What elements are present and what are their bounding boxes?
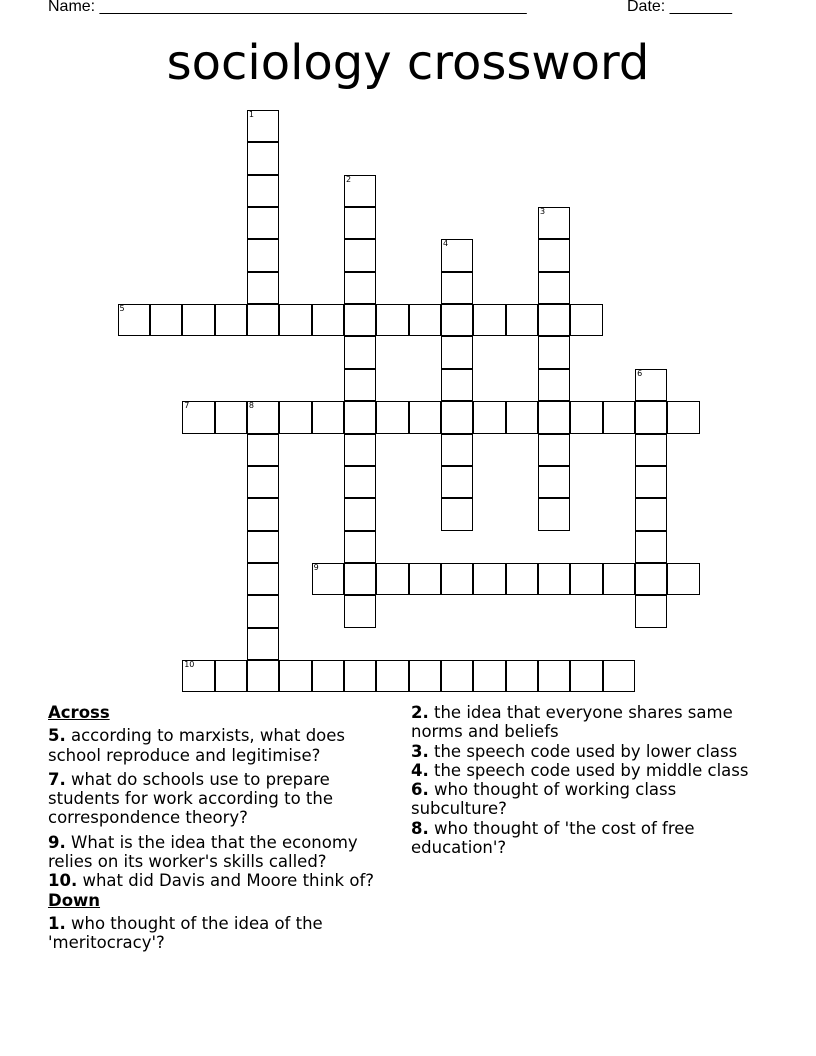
grid-cell[interactable] xyxy=(376,304,408,336)
clue-number: 9. xyxy=(48,832,66,852)
grid-cell[interactable] xyxy=(538,466,570,498)
clue-down-3 xyxy=(411,742,756,761)
grid-cell[interactable] xyxy=(538,336,570,368)
grid-cell[interactable] xyxy=(215,401,247,433)
grid-cell[interactable] xyxy=(344,207,376,239)
grid-cell[interactable] xyxy=(635,369,667,401)
clue-number: 7. xyxy=(48,769,66,789)
grid-cell[interactable] xyxy=(570,660,602,692)
grid-cell[interactable] xyxy=(538,498,570,530)
grid-cell[interactable] xyxy=(279,304,311,336)
clue-across-5 xyxy=(48,726,403,765)
clue-text: what do schools use to prepare students for work according to the correspondence theory? xyxy=(48,769,333,828)
grid-cell[interactable] xyxy=(506,304,538,336)
grid-cell[interactable] xyxy=(441,660,473,692)
grid-cell[interactable] xyxy=(376,401,408,433)
grid-cell[interactable] xyxy=(247,401,279,433)
grid-cell[interactable] xyxy=(635,434,667,466)
grid-cell[interactable] xyxy=(441,401,473,433)
grid-cell[interactable] xyxy=(441,369,473,401)
grid-cell[interactable] xyxy=(570,304,602,336)
cell-number: 2 xyxy=(345,174,352,184)
grid-cell[interactable] xyxy=(635,531,667,563)
clue-number: 10. xyxy=(48,871,78,891)
grid-cell[interactable] xyxy=(247,595,279,627)
grid-cell[interactable] xyxy=(215,304,247,336)
grid-cell[interactable] xyxy=(247,563,279,595)
grid-cell[interactable] xyxy=(409,304,441,336)
across-heading: Across xyxy=(48,703,110,722)
clue-text: the idea that everyone shares same norms and beliefs xyxy=(411,703,733,742)
cell-number: 8 xyxy=(248,401,254,411)
grid-cell[interactable] xyxy=(344,272,376,304)
grid-cell[interactable] xyxy=(312,563,344,595)
grid-cell[interactable] xyxy=(409,401,441,433)
cell-number: 3 xyxy=(540,207,546,217)
grid-cell[interactable] xyxy=(247,434,279,466)
cell-number: 9 xyxy=(313,562,319,572)
grid-cell[interactable] xyxy=(247,498,279,530)
grid-cell[interactable] xyxy=(441,434,473,466)
grid-cell[interactable] xyxy=(312,304,344,336)
clue-down-4 xyxy=(411,761,756,780)
name-field[interactable]: Name: ________________________________________________ xyxy=(48,0,527,15)
clue-text: who thought of the idea of the 'meritocracy'? xyxy=(48,913,323,953)
grid-cell[interactable] xyxy=(603,660,635,692)
grid-cell[interactable] xyxy=(441,563,473,595)
grid-cell[interactable] xyxy=(409,660,441,692)
grid-cell[interactable] xyxy=(247,531,279,563)
grid-cell[interactable] xyxy=(279,660,311,692)
cell-number: 1 xyxy=(248,110,254,119)
grid-cell[interactable] xyxy=(570,401,602,433)
clue-text: What is the idea that the economy relies on its worker's skills called? xyxy=(48,832,358,872)
grid-cell[interactable] xyxy=(441,272,473,304)
grid-cell[interactable] xyxy=(538,563,570,595)
grid-cell[interactable] xyxy=(635,401,667,433)
grid-cell[interactable] xyxy=(473,563,505,595)
grid-cell[interactable] xyxy=(376,563,408,595)
clues-left-column xyxy=(48,703,403,958)
grid-cell[interactable] xyxy=(247,304,279,336)
grid-cell[interactable] xyxy=(344,466,376,498)
cell-number: 4 xyxy=(443,239,449,249)
clue-down-6 xyxy=(411,780,756,819)
grid-cell[interactable] xyxy=(279,401,311,433)
clue-down-1 xyxy=(48,914,403,953)
grid-cell[interactable] xyxy=(182,401,214,433)
grid-cell[interactable] xyxy=(603,563,635,595)
grid-cell[interactable] xyxy=(344,336,376,368)
grid-cell[interactable] xyxy=(376,660,408,692)
grid-cell[interactable] xyxy=(667,563,699,595)
grid-cell[interactable] xyxy=(344,498,376,530)
grid-cell[interactable] xyxy=(635,498,667,530)
grid-cell[interactable] xyxy=(506,563,538,595)
grid-cell[interactable] xyxy=(635,466,667,498)
grid-cell[interactable] xyxy=(538,272,570,304)
clue-number: 5. xyxy=(48,726,66,746)
clue-number: 6. xyxy=(411,780,429,800)
cell-number: 5 xyxy=(119,304,125,314)
grid-cell[interactable] xyxy=(247,660,279,692)
cell-number: 6 xyxy=(637,368,643,378)
grid-cell[interactable] xyxy=(635,595,667,627)
grid-cell[interactable] xyxy=(344,369,376,401)
grid-cell[interactable] xyxy=(182,660,214,692)
grid-cell[interactable] xyxy=(409,563,441,595)
grid-cell[interactable] xyxy=(344,563,376,595)
grid-cell[interactable] xyxy=(344,660,376,692)
grid-cell[interactable] xyxy=(247,142,279,174)
grid-cell[interactable] xyxy=(344,175,376,207)
grid-cell[interactable] xyxy=(344,434,376,466)
grid-cell[interactable] xyxy=(473,304,505,336)
clue-text: what did Davis and Moore think of? xyxy=(82,871,375,891)
grid-cell[interactable] xyxy=(441,239,473,271)
grid-cell[interactable] xyxy=(538,239,570,271)
grid-cell[interactable] xyxy=(247,628,279,660)
grid-cell[interactable] xyxy=(441,336,473,368)
grid-cell[interactable] xyxy=(506,660,538,692)
clue-number: 2. xyxy=(411,703,429,722)
clue-down-8 xyxy=(411,819,756,858)
grid-cell[interactable] xyxy=(538,304,570,336)
page-title: sociology crossword xyxy=(166,35,650,91)
grid-cell[interactable] xyxy=(150,304,182,336)
grid-cell[interactable] xyxy=(247,466,279,498)
grid-cell[interactable] xyxy=(118,304,150,336)
grid-cell[interactable] xyxy=(538,434,570,466)
grid-cell[interactable] xyxy=(603,401,635,433)
grid-cell[interactable] xyxy=(344,595,376,627)
grid-cell[interactable] xyxy=(312,401,344,433)
clue-text: who thought of working class subculture? xyxy=(411,780,677,819)
clue-across-7 xyxy=(48,770,403,828)
grid-cell[interactable] xyxy=(247,110,279,142)
clue-across-9 xyxy=(48,833,403,872)
grid-cell[interactable] xyxy=(312,660,344,692)
grid-cell[interactable] xyxy=(344,239,376,271)
grid-cell[interactable] xyxy=(473,401,505,433)
cell-number: 7 xyxy=(184,401,190,411)
grid-cell[interactable] xyxy=(441,304,473,336)
grid-cell[interactable] xyxy=(635,563,667,595)
grid-cell[interactable] xyxy=(247,239,279,271)
clues-right-column xyxy=(411,703,756,857)
clue-text: according to marxists, what does school reproduce and legitimise? xyxy=(48,726,346,765)
grid-cell[interactable] xyxy=(344,401,376,433)
date-field[interactable]: Date: _______ xyxy=(627,0,732,15)
grid-cell[interactable] xyxy=(247,207,279,239)
clue-text: the speech code used by lower class xyxy=(434,741,738,761)
grid-cell[interactable] xyxy=(344,531,376,563)
down-heading: Down xyxy=(48,890,101,910)
clue-number: 1. xyxy=(48,913,66,933)
grid-cell[interactable] xyxy=(182,304,214,336)
grid-cell[interactable] xyxy=(506,401,538,433)
clue-number: 4. xyxy=(411,760,429,780)
clue-number: 3. xyxy=(411,741,429,761)
grid-cell[interactable] xyxy=(538,207,570,239)
grid-cell[interactable] xyxy=(538,660,570,692)
grid-cell[interactable] xyxy=(215,660,247,692)
clue-across-10 xyxy=(48,871,403,890)
clue-down-2 xyxy=(411,703,756,742)
grid-cell[interactable] xyxy=(570,563,602,595)
clue-number: 8. xyxy=(411,818,429,838)
cell-number: 10 xyxy=(184,659,195,669)
grid-cell[interactable] xyxy=(473,660,505,692)
grid-cell[interactable] xyxy=(247,175,279,207)
grid-cell[interactable] xyxy=(538,369,570,401)
clue-text: who thought of 'the cost of free education'? xyxy=(411,818,695,858)
grid-cell[interactable] xyxy=(441,498,473,530)
grid-cell[interactable] xyxy=(667,401,699,433)
grid-cell[interactable] xyxy=(538,401,570,433)
clue-text: the speech code used by middle class xyxy=(434,760,749,780)
grid-cell[interactable] xyxy=(441,466,473,498)
grid-cell[interactable] xyxy=(247,272,279,304)
grid-cell[interactable] xyxy=(344,304,376,336)
